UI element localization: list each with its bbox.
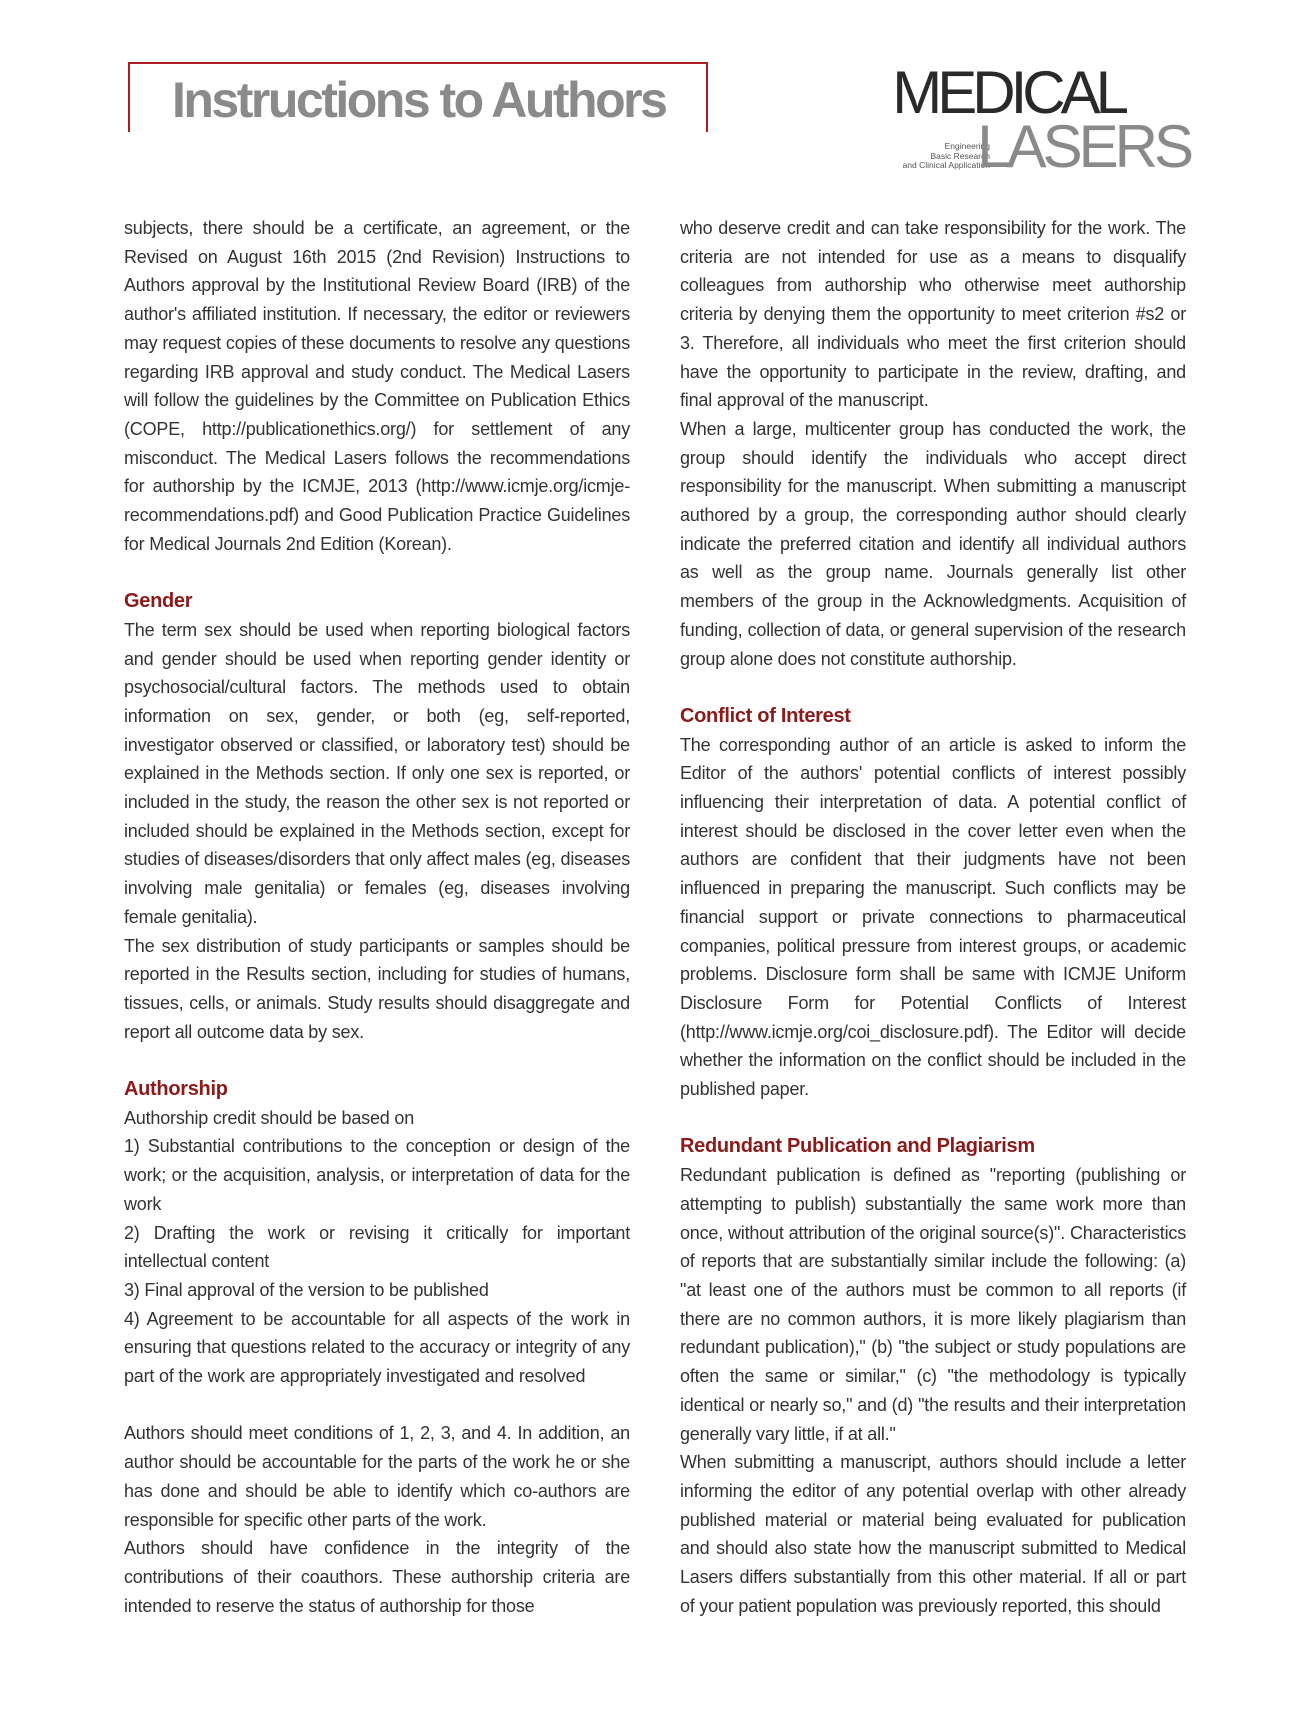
paragraph: When submitting a manuscript, authors should include a letter informing the editor of any potential overlap with other already published material or material being evaluated for publication and should also state how the manuscript submitted to Medical Lasers differs substantially from this other material. If all or part of your patient population was previously reported, this should — [680, 1452, 1186, 1616]
list-item: 4) Agreement to be accountable for all aspects of the work in ensuring that questions related to the accuracy or integrity of any part of the work are appropriately investigated and resolved — [124, 1308, 630, 1387]
paragraph: subjects, there should be a certificate, an agreement, or the Revised on August 16th 2015 (2nd Revision) Instructions to Authors approval by the Institutional Review Board (IRB) of the author's affiliated institution. If necessary, the editor or reviewers may request copies of these documents to resolve any questions regarding IRB approval and study conduct. The Medical Lasers will follow the guidelines by the Committee on Publication Ethics (COPE, http://publicationethics.org/) for settlement of any misconduct. The Medical Lasers follows the recommendations for authorship by the ICMJE, 2013 (http://www.icmje.org/icmje-recommendations.pdf) and Good Publication Practice Guidelines for Medical Journals 2nd Edition (Korean). — [124, 218, 630, 554]
paragraph: The corresponding author of an article is asked to inform the Editor of the authors' potential conflicts of interest possibly influencing their interpretation of data. A potential conflict of interest should be disclosed in the cover letter even when the authors are confident that their judgments have not been influenced in preparing the manuscript. Such conflicts may be financial support or private connections to pharmaceutical companies, political pressure from interest groups, or academic problems. Disclosure form shall be same with ICMJE Uniform Disclosure Form for Potential Conflicts of Interest (http://www.icmje.org/coi_disclosure.pdf). The Editor will decide whether the information on the conflict should be included in the published paper. — [680, 734, 1186, 1100]
section-heading-gender: Gender — [124, 590, 193, 613]
paragraph: Redundant publication is defined as "reporting (publishing or attempting to publish) substantially the same work more than once, without attribution of the original source(s)". Characteristics of reports that are substantially similar include the following: (a) "at least one of the authors must be common to all reports (if there are no common authors, it is more likely plagiarism than redundant publication)," (b) "the subject or study populations are often the same or similar," (c) "the methodology is typically identical or nearly so," and (d) "the results and their interpretation generally vary little, if at all." — [680, 1165, 1186, 1444]
journal-logo — [880, 59, 1190, 182]
page-title: Instructions to Authors — [172, 72, 666, 128]
list-item: 2) Drafting the work or revising it critically for important intellectual content — [124, 1222, 630, 1272]
section-heading-conflict-of-interest: Conflict of Interest — [680, 704, 851, 727]
right-column — [680, 214, 1186, 1620]
section-heading-redundant-publication: Redundant Publication and Plagiarism — [680, 1135, 1035, 1158]
section-heading-authorship: Authorship — [124, 1078, 228, 1101]
left-column — [124, 214, 630, 1620]
paragraph: When a large, multicenter group has conducted the work, the group should identify the individuals who accept direct responsibility for the manuscript. When submitting a manuscript authored by a group, the corresponding author should clearly indicate the preferred citation and identify all individual authors as well as the group name. Journals generally list other members of the group in the Acknowledgments. Acquisition of funding, collection of data, or general supervision of the research group alone does not constitute authorship. — [680, 418, 1186, 669]
paragraph: The term sex should be used when reporting biological factors and gender should be used when reporting gender identity or psychosocial/cultural factors. The methods used to obtain information on sex, gender, or both (eg, self-reported, investigator observed or classified, or laboratory test) should be explained in the Methods section. If only one sex is reported, or included in the study, the reason the other sex is not reported or included should be explained in the Methods section, except for studies of diseases/disorders that only affect males (eg, diseases involving male genitalia) or females (eg, diseases involving female genitalia). — [124, 619, 630, 927]
logo-word-lasers: LASERS — [977, 113, 1190, 180]
list-item: 3) Final approval of the version to be published — [124, 1279, 489, 1300]
logo-tagline: Engineering Basic Research and Clinical Application — [902, 141, 990, 170]
paragraph: Authors should have confidence in the integrity of the contributions of their coauthors. These authorship criteria are intended to reserve the status of authorship for those — [124, 1538, 630, 1616]
logo-word-medical: MEDICAL — [892, 59, 1124, 126]
paragraph: Authors should meet conditions of 1, 2, 3, and 4. In addition, an author should be accountable for the parts of the work he or she has done and should be able to identify which co-authors are responsible for specific other parts of the work. — [124, 1423, 630, 1530]
list-item: 1) Substantial contributions to the conception or design of the work; or the acquisition, analysis, or interpretation of data for the work — [124, 1136, 630, 1214]
paragraph: who deserve credit and can take responsibility for the work. The criteria are not intended for use as a means to disqualify colleagues from authorship who otherwise meet authorship criteria by denying them the opportunity to meet criterion #s2 or 3. Therefore, all individuals who meet the first criterion should have the opportunity to participate in the review, drafting, and final approval of the manuscript. — [680, 218, 1186, 411]
paragraph: The sex distribution of study participants or samples should be reported in the Results section, including for studies of humans, tissues, cells, or animals. Study results should disaggregate and report all outcome data by sex. — [124, 935, 630, 1042]
paragraph: Authorship credit should be based on — [124, 1107, 415, 1128]
